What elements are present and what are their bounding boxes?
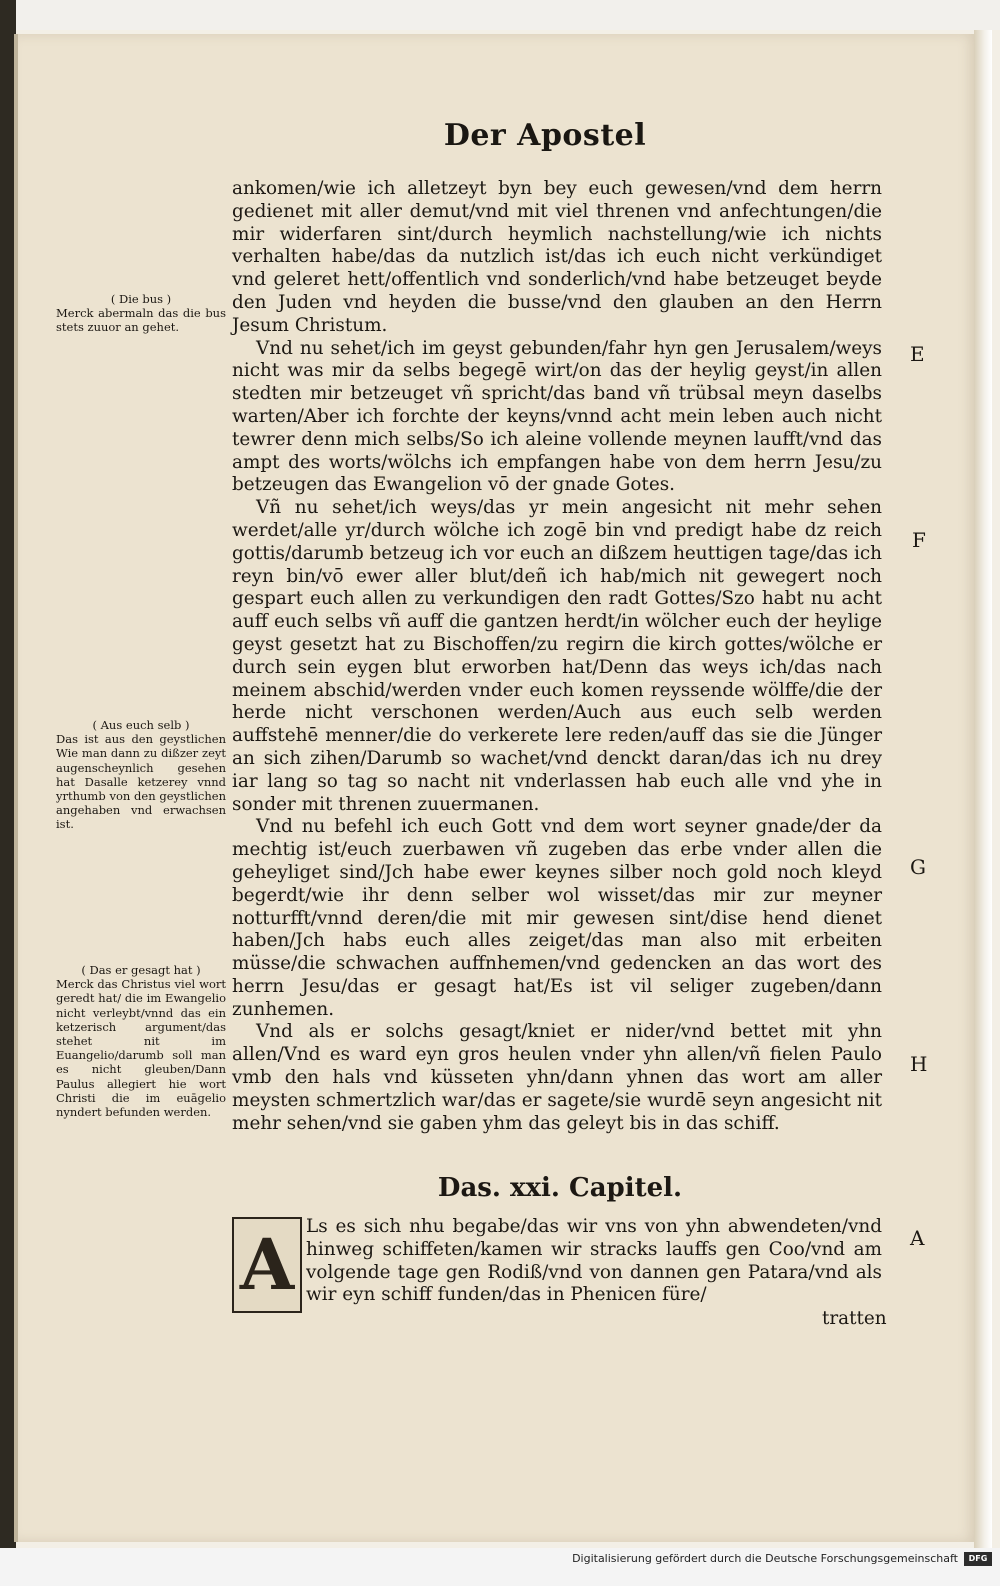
main-text-block xyxy=(232,178,882,1135)
running-head: Der Apostel xyxy=(443,118,647,153)
gloss-text: Merck das Christus viel wort geredt hat/ die im Ewangelio nicht verleybt/vnnd das ein ketzerisch argument/das stehet nit im Euangelio/darumb soll man es nicht gleuben/Dann Paulus allegiert hie wort Christi die im euāgelio nyndert befunden werden. xyxy=(56,977,226,1120)
gloss-text: Merck abermaln das die bus stets zuuor an gehet. xyxy=(56,306,226,335)
paragraph: Vnd als er solchs gesagt/kniet er nider/vnd bettet mit yhn allen/Vnd es ward eyn gros heulen vnder yhn allen/vñ fielen Paulo vmb den hals vnd küsseten yhn/dann yhnen das wort am aller meysten schmertzlich war/das er sagete/sie wurdē seyn angesicht nit mehr sehen/vnd sie gaben yhm das geleyt bis in das schiff. xyxy=(232,1021,882,1134)
margin-marker: E xyxy=(910,342,925,366)
footer-credit: Digitalisierung gefördert durch die Deutsche Forschungsgemeinschaft xyxy=(572,1552,958,1565)
margin-marker: A xyxy=(910,1226,925,1250)
margin-marker: G xyxy=(910,855,926,879)
paragraph: ankomen/wie ich alletzeyt byn bey euch gewesen/vnd dem herrn gedienet mit aller demut/vnd mit viel threnen vnd anfechtungen/die mir widerfaren sint/durch heymlich nachstellung/wie ich nichts verhalten habe/das da nutzlich ist/das ich euch nicht verkündiget vnd geleret hett/offentlich vnd sonderlich/vnd habe betzeuget beyde den Juden vnd heyden die busse/vnd den glauben an den Herrn Jesum Christum. xyxy=(232,178,882,336)
scan-top-margin xyxy=(0,0,1000,30)
paragraph: Vñ nu sehet/ich weys/das yr mein angesicht nit mehr sehen werdet/alle yr/durch wölche ich zogē bin vnd predigt habe dz reich gottis/darumb betzeug ich vor euch an dißzem heuttigen tage/das ich reyn bin/vō ewer aller blut/deñ ich hab/mich nit gewegert noch gespart euch allen zu verkundigen den radt Gottes/Szo habt nu acht auff euch selbs vñ auff die gantzen herdt/in wölcher euch der heylige geyst gesetzt hat zu Bischoffen/zu regirn die kirch gottes/wölche er durch sein eygen blut erworben hat/Denn das weys ich/das nach meinem abschid/werden vnder euch komen reyssende wölffe/die der herde nicht verschonen werden/Auch aus euch selb werden auffstehē menner/die do verkerete lere reden/auff das sie die Jünger an sich zihen/Darumb so wachet/vnd denckt daran/das ich nu drey iar lang so tag so nacht nit vnderlassen hab euch alle vnd yhe in sonder mit threnen zuuermanen. xyxy=(232,497,882,815)
gloss-heading: ( Die bus ) xyxy=(110,292,172,306)
page-edge xyxy=(974,30,992,1550)
paragraph: Vnd nu sehet/ich im geyst gebunden/fahr hyn gen Jerusalem/weys nicht was mir da selbs begegē wirt/on das der heylig geyst/in allen stedten mir betzeuget vñ spricht/das band vñ trübsal meyn daselbs warten/Aber ich forchte der keyns/vnnd acht mein leben auch nicht tewrer denn mich selbs/So ich aleine vollende meynen laufft/vnd das ampt des worts/wölchs ich empfangen habe von dem herrn Jesu/zu betzeugen das Ewangelion vō der gnade Gotes. xyxy=(232,337,882,496)
gloss-text: Das ist aus den geystlichen Wie man dann zu dißzer zeyt augenscheynlich gesehen hat Dasalle ketzerey vnnd yrthumb von den geystlichen angehaben vnd erwachsen ist. xyxy=(56,732,226,832)
marginal-gloss xyxy=(56,963,226,1119)
margin-marker: F xyxy=(912,528,926,552)
dfg-logo: DFG xyxy=(964,1552,992,1566)
marginal-gloss xyxy=(56,718,226,832)
marginal-gloss xyxy=(56,292,226,335)
margin-marker: H xyxy=(910,1052,928,1076)
gloss-heading: ( Das er gesagt hat ) xyxy=(81,963,201,977)
chapter-heading: Das. xxi. Capitel. xyxy=(437,1173,683,1203)
gloss-heading: ( Aus euch selb ) xyxy=(92,718,190,732)
paragraph: Vnd nu befehl ich euch Gott vnd dem wort seyner gnade/der da mechtig ist/euch zuerbawen vñ zugeben das erbe vnder allen die geheyliget sind/Jch habe ewer keynes silber noch gold noch kleyd begerdt/wie ihr denn selber wol wisset/das mir zur meyner notturfft/vnnd deren/die mit mir gewesen sint/dise hend dienet haben/Jch habs euch alles zeiget/das man also mit erbeiten müsse/die schwachen auffnhemen/vnd gedencken an das wort des herrn Jesu/das er gesagt hat/Es ist vil seliger zugeben/dann zunhemen. xyxy=(232,816,882,1020)
decorated-initial: A xyxy=(232,1217,302,1313)
catchword: tratten xyxy=(822,1308,887,1329)
chapter-text: Ls es sich nhu begabe/das wir vns von yhn abwendeten/vnd hinweg schiffeten/kamen wir stracks lauffs gen Coo/vnd am volgende tage gen Rodiß/vnd von dannen gen Patara/vnd als wir eyn schiff funden/das in Phenicen füre/ xyxy=(306,1216,882,1306)
